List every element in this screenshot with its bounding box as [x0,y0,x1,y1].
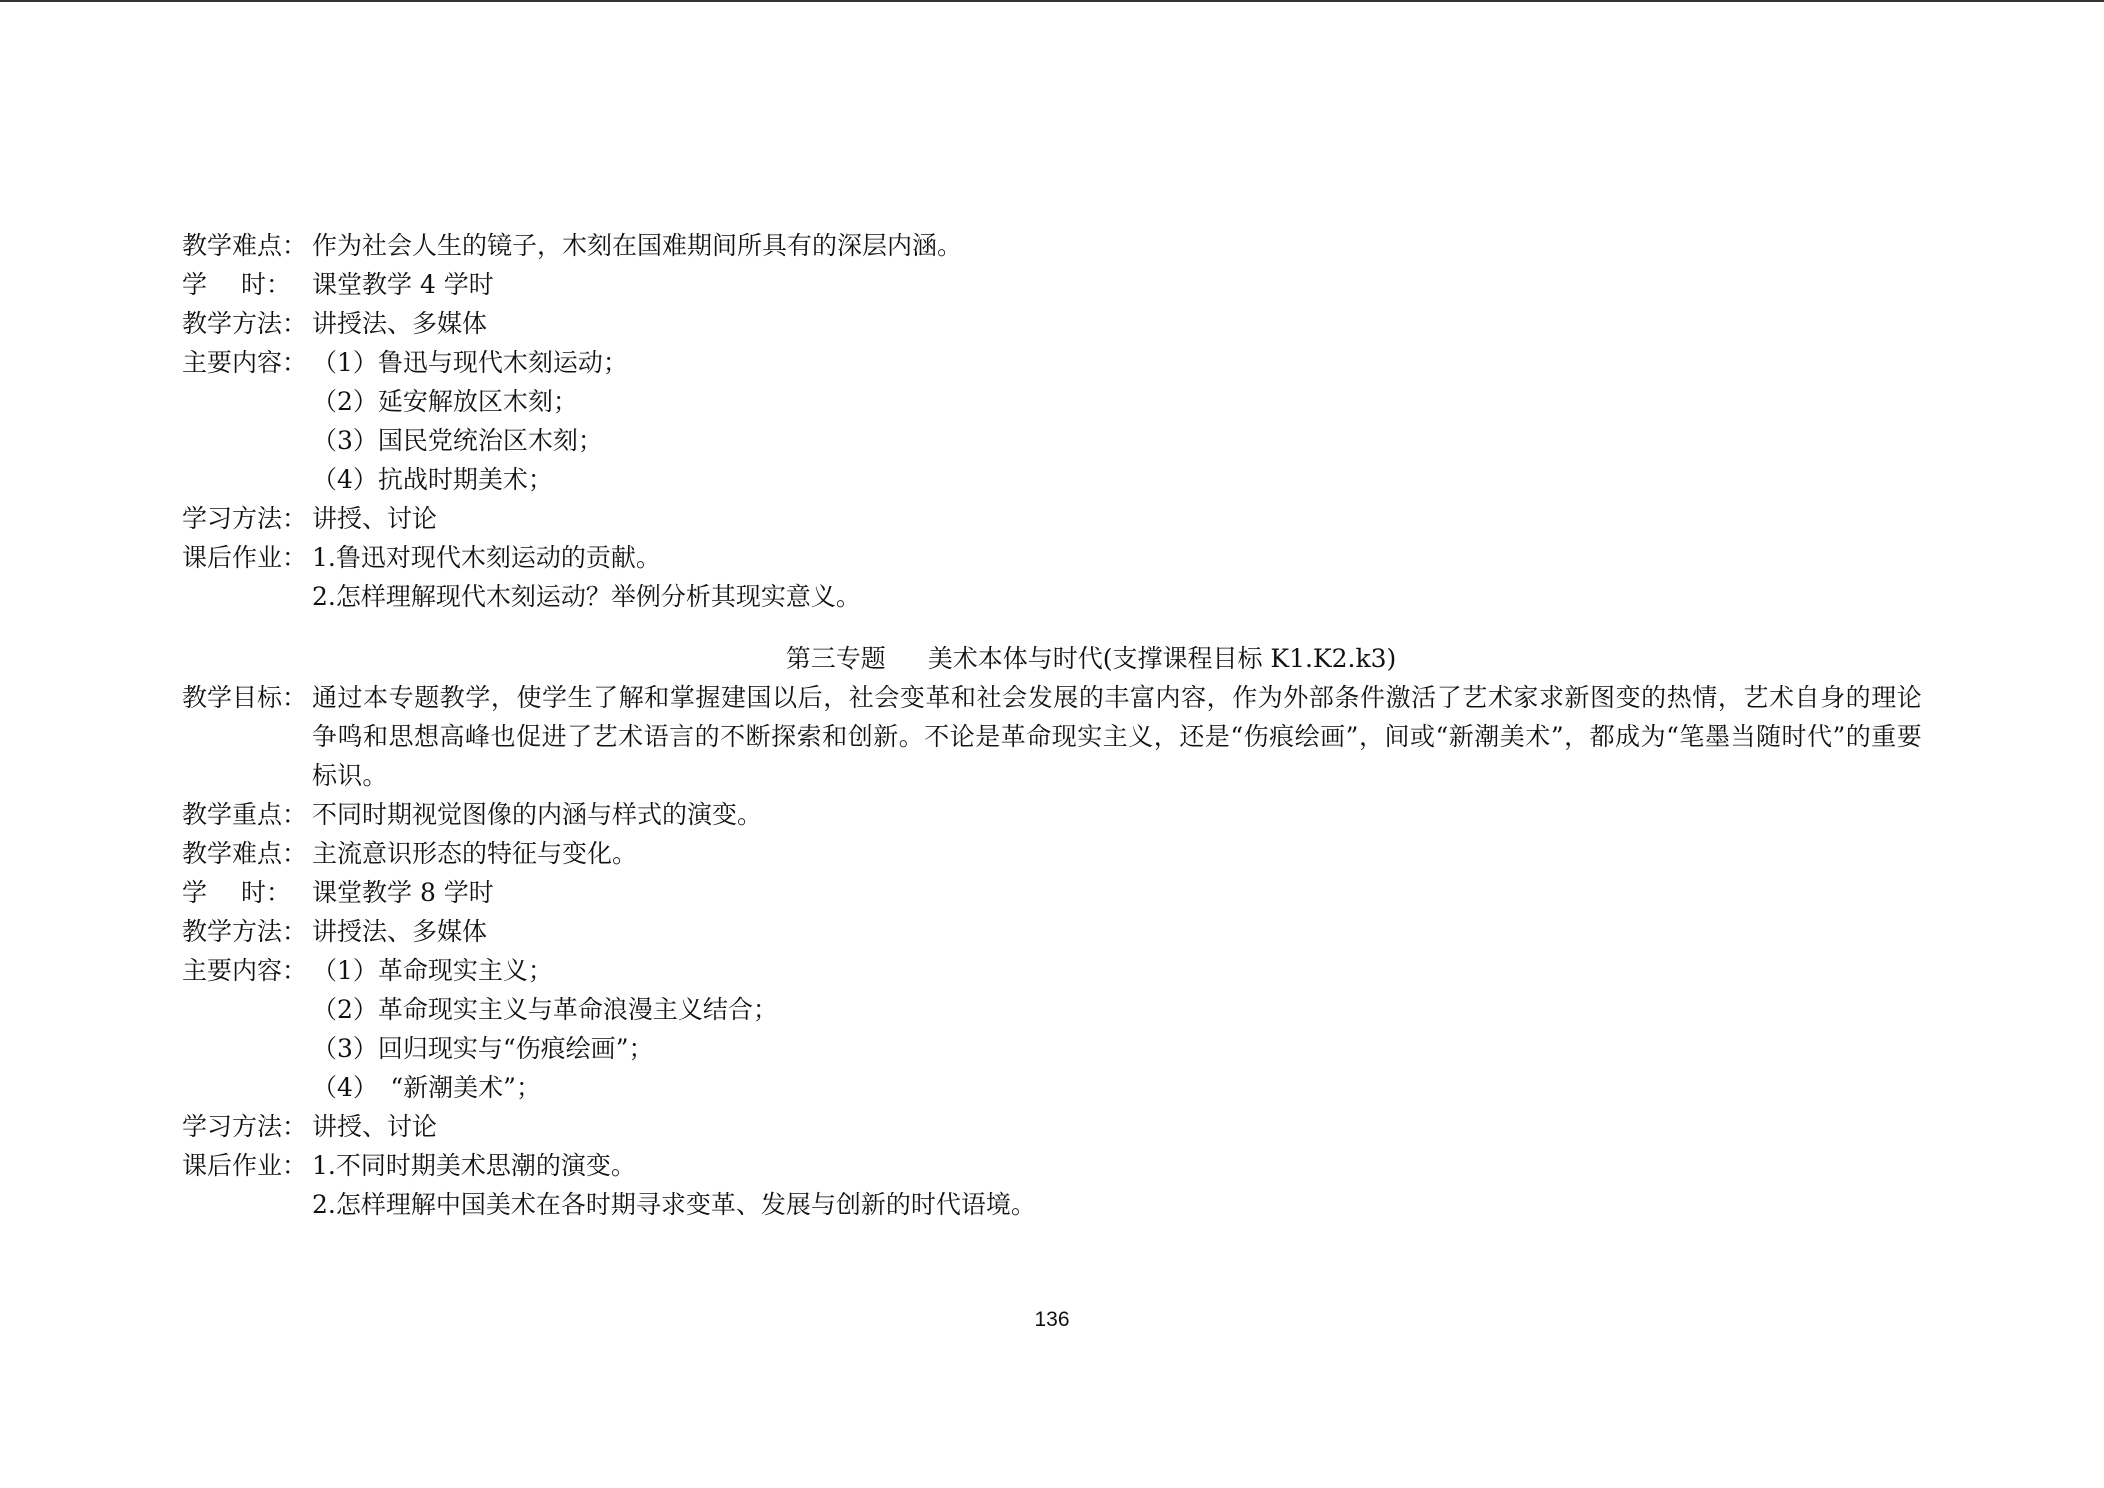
class-hours-text: 课堂教学 8 学时 [312,878,494,907]
class-hours-label-part2: 时： [240,878,291,907]
main-content-row [182,382,1922,421]
main-content-label: 主要内容： [182,956,308,985]
class-hours-row [182,265,1922,304]
main-content-row [182,421,1922,460]
main-content-item: （1）鲁迅与现代木刻运动； [312,348,628,377]
study-method-row [182,499,1922,538]
main-content-row [182,1068,1922,1107]
teaching-key-row [182,795,1922,834]
main-content-item: （2）革命现实主义与革命浪漫主义结合； [312,995,778,1024]
main-content-row [182,343,1922,382]
main-content-row [182,990,1922,1029]
teaching-difficulty-label: 教学难点： [182,231,308,260]
teaching-method-text: 讲授法、多媒体 [312,917,488,946]
study-method-label: 学习方法： [182,1112,308,1141]
teaching-method-label: 教学方法： [182,917,308,946]
homework-item: 2.怎样理解现代木刻运动？举例分析其现实意义。 [312,582,861,611]
homework-row [182,1146,1922,1185]
homework-item: 1.不同时期美术思潮的演变。 [312,1151,636,1180]
homework-row [182,538,1922,577]
class-hours-label-part1: 学 [182,270,208,299]
main-content-item: （4）抗战时期美术； [312,465,553,494]
main-content-item: （1）革命现实主义； [312,956,553,985]
teaching-method-text: 讲授法、多媒体 [312,309,488,338]
class-hours-text: 课堂教学 4 学时 [312,270,494,299]
study-method-label: 学习方法： [182,504,308,533]
homework-label: 课后作业： [182,1151,308,1180]
main-content-row [182,1029,1922,1068]
teaching-goal-label: 教学目标： [182,683,308,712]
teaching-key-label: 教学重点： [182,800,308,829]
class-hours-label-part2: 时： [240,270,291,299]
teaching-difficulty-label: 教学难点： [182,839,308,868]
teaching-difficulty-row [182,226,1922,265]
teaching-goal-text: 通过本专题教学，使学生了解和掌握建国以后，社会变革和社会发展的丰富内容，作为外部条件激活了艺术家求新图变的热情，艺术自身的理论争鸣和思想高峰也促进了艺术语言的不断探索和创新。不论是革命现实主义，还是“伤痕绘画”，间或“新潮美术”，都成为“笔墨当随时代”的重要标识。 [312,683,1922,790]
class-hours-label [182,873,291,912]
teaching-key-text: 不同时期视觉图像的内涵与样式的演变。 [312,800,763,829]
main-content-row [182,951,1922,990]
homework-item: 2.怎样理解中国美术在各时期寻求变革、发展与创新的时代语境。 [312,1190,1036,1219]
teaching-method-row [182,912,1922,951]
document-body [182,226,1922,1224]
class-hours-label [182,265,291,304]
class-hours-row [182,873,1922,912]
main-content-row [182,460,1922,499]
page-number: 136 [1034,1308,1070,1331]
top-border-line [0,0,2104,2]
teaching-difficulty-text: 作为社会人生的镜子，木刻在国难期间所具有的深层内涵。 [312,231,963,260]
main-content-item: （3）国民党统治区木刻； [312,426,603,455]
homework-row [182,577,1922,616]
teaching-difficulty-row [182,834,1922,873]
teaching-goal-row [182,678,1922,795]
main-content-item: （3）回归现实与“伤痕绘画”； [312,1034,654,1063]
section-title-text: 美术本体与时代(支撑课程目标 K1.K2.k3) [927,644,1397,673]
section-title [182,639,1922,678]
class-hours-label-part1: 学 [182,878,208,907]
main-content-item: （4） “新潮美术”； [312,1073,541,1102]
teaching-difficulty-text: 主流意识形态的特征与变化。 [312,839,638,868]
homework-row [182,1185,1922,1224]
teaching-method-label: 教学方法： [182,309,308,338]
study-method-text: 讲授、讨论 [312,504,438,533]
teaching-method-row [182,304,1922,343]
section-spacer [182,616,1922,639]
study-method-text: 讲授、讨论 [312,1112,438,1141]
main-content-item: （2）延安解放区木刻； [312,387,578,416]
section-title-number: 第三专题 [785,644,886,673]
homework-label: 课后作业： [182,543,308,572]
study-method-row [182,1107,1922,1146]
homework-item: 1.鲁迅对现代木刻运动的贡献。 [312,543,661,572]
main-content-label: 主要内容： [182,348,308,377]
